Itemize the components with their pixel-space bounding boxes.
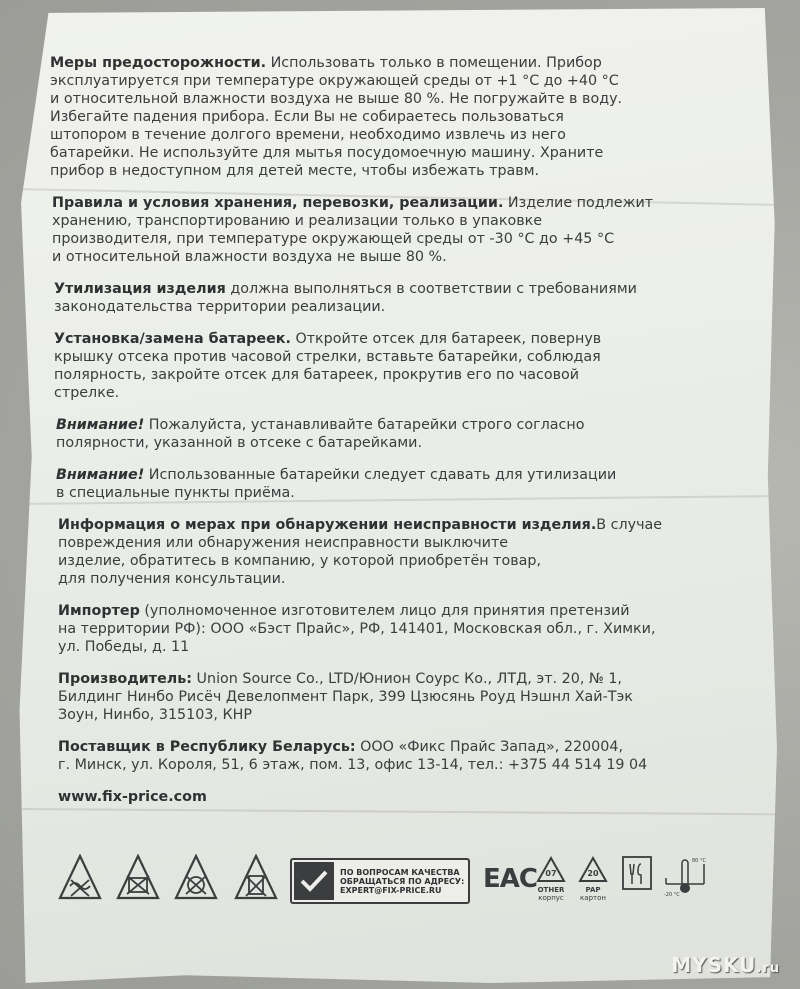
paragraph-title: Установка/замена батареек. xyxy=(54,331,291,347)
paragraph-line: Union Source Co., LTD/Юнион Соурс Ко., ЛТД, эт. 20, № 1, xyxy=(192,671,622,687)
paragraph-title: Правила и условия хранения, перевозки, реализации. xyxy=(52,195,504,211)
paragraph-line: Откройте отсек для батареек, повернув xyxy=(290,331,602,347)
paragraph xyxy=(54,280,710,316)
recycle-other-material: корпус xyxy=(538,894,564,902)
paragraph-title: Информация о мерах при обнаружении неисправности изделия. xyxy=(58,517,597,533)
food-contact-icon xyxy=(622,856,652,890)
watermark-brand: MYSKU xyxy=(671,953,757,977)
paragraph xyxy=(58,602,710,656)
paragraph-line: эксплуатируется при температуре окружающей среды от +1 °С до +40 °С xyxy=(50,73,619,89)
paragraph-line: производителя, при температуре окружающей среды от -30 °С до +45 °С xyxy=(52,231,615,247)
paragraph-title: www.fix-price.com xyxy=(58,789,207,805)
paragraph-line: на территории РФ): ООО «Бэст Прайс», РФ, 141401, Московская обл., г. Химки, xyxy=(58,621,656,637)
temp-low-label: -20 °C xyxy=(664,892,680,898)
paragraph-line: батарейки. Не используйте для мытья посудомоечную машину. Храните xyxy=(50,145,604,161)
paragraph-title: Внимание! xyxy=(56,417,145,433)
paragraph-title: Импортер xyxy=(58,603,140,619)
paragraph xyxy=(58,670,710,724)
no-water-icon xyxy=(174,854,218,902)
paragraph-line: Зоун, Нинбо, 315103, КНР xyxy=(58,707,253,723)
mysku-watermark xyxy=(671,953,780,977)
paragraph-line: должна выполняться в соответствии с требованиями xyxy=(225,281,637,297)
paragraph-line: В случае повреждения или обнаружения неисправности выключите xyxy=(58,517,663,551)
paragraph-line: Изделие подлежит xyxy=(503,195,654,211)
paragraph-title: Поставщик в Республику Беларусь: xyxy=(58,739,356,755)
paragraph-line: штопором в течение долгого времени, необходимо извлечь из него xyxy=(50,127,566,143)
paragraph-line: Использованные батарейки следует сдавать для утилизации xyxy=(144,467,617,483)
paragraph-line: крышку отсека против часовой стрелки, вставьте батарейки, соблюдая xyxy=(54,349,601,365)
quality-line-2: ОБРАЩАТЬСЯ ПО АДРЕСУ: xyxy=(340,876,465,886)
watermark-tld: .ru xyxy=(756,961,780,976)
paragraph-line: полярность, закройте отсек для батареек, прокрутив его по часовой xyxy=(54,367,580,383)
temp-high-label: 80 °C xyxy=(692,858,706,864)
paragraph xyxy=(56,416,710,452)
recycle-pap-icon xyxy=(578,856,608,884)
recycle-pap-number: 20 xyxy=(587,869,599,878)
temperature-icon xyxy=(662,852,708,900)
recycle-other-icon xyxy=(536,856,566,884)
paragraph xyxy=(58,738,710,774)
paragraph-title: Меры предосторожности. xyxy=(50,55,267,71)
paragraph xyxy=(58,788,710,806)
checkmark-icon xyxy=(294,862,334,900)
paragraph-line: ул. Победы, д. 11 xyxy=(58,639,190,655)
quality-line-1: ПО ВОПРОСАМ КАЧЕСТВА xyxy=(340,867,460,877)
paragraph-line: г. Минск, ул. Короля, 51, 6 этаж, пом. 13, офис 13-14, тел.: +375 44 514 19 04 xyxy=(58,757,648,773)
paragraph-line: Пожалуйста, устанавливайте батарейки строго согласно xyxy=(144,417,585,433)
paragraph xyxy=(52,194,710,266)
paragraph-line: (уполномоченное изготовителем лицо для принятия претензий xyxy=(139,603,630,619)
paragraph-line: ООО «Фикс Прайс Запад», 220004, xyxy=(355,739,623,755)
paragraph-line: для получения консультации. xyxy=(58,571,286,587)
paragraph xyxy=(56,466,710,502)
paragraph xyxy=(54,330,710,402)
paragraph-line: Билдинг Нинбо Рисёч Девелопмент Парк, 399 Цзюсянь Роуд Нэшнл Хай-Тэк xyxy=(58,689,633,705)
paragraph-line: стрелке. xyxy=(54,385,120,401)
icons-row xyxy=(58,848,708,918)
no-dishwasher-icon xyxy=(58,854,102,902)
paragraph xyxy=(50,54,710,180)
paragraph-line: полярности, указанной в отсеке с батарейками. xyxy=(56,435,423,451)
quality-contact-box xyxy=(290,858,470,904)
recycle-other-number: 07 xyxy=(545,869,557,878)
leaflet-text xyxy=(50,54,710,820)
paragraph-line: законодательства территории реализации. xyxy=(54,299,386,315)
eac-mark: ЕАС xyxy=(483,864,537,894)
paragraph-line: хранению, транспортированию и реализации только в упаковке xyxy=(52,213,543,229)
recycle-pap-material: картон xyxy=(580,894,606,902)
paragraph-line: Использовать только в помещении. Прибор xyxy=(266,55,602,71)
paragraph-title: Утилизация изделия xyxy=(54,281,226,297)
no-fire-icon xyxy=(116,854,160,902)
paragraph-line: и относительной влажности воздуха не выше 80 %. Не погружайте в воду. xyxy=(50,91,623,107)
paragraph-line: прибор в недоступном для детей месте, чтобы избежать травм. xyxy=(50,163,540,179)
quality-email: EXPERT@FIX-PRICE.RU xyxy=(340,885,442,895)
paragraph-title: Внимание! xyxy=(56,467,145,483)
paragraph-line: в специальные пункты приёма. xyxy=(56,485,295,501)
battery-disposal-icon xyxy=(234,854,278,902)
recycle-other-code: OTHER xyxy=(537,886,565,894)
paragraph-line: Избегайте падения прибора. Если Вы не собираетесь пользоваться xyxy=(50,109,564,125)
paragraph xyxy=(58,516,710,588)
paragraph-line: и относительной влажности воздуха не выше 80 %. xyxy=(52,249,447,265)
paragraph-line: изделие, обратитесь в компанию, у которой приобретён товар, xyxy=(58,553,542,569)
paragraph-title: Производитель: xyxy=(58,671,192,687)
recycle-pap-code: PAP xyxy=(585,886,601,894)
